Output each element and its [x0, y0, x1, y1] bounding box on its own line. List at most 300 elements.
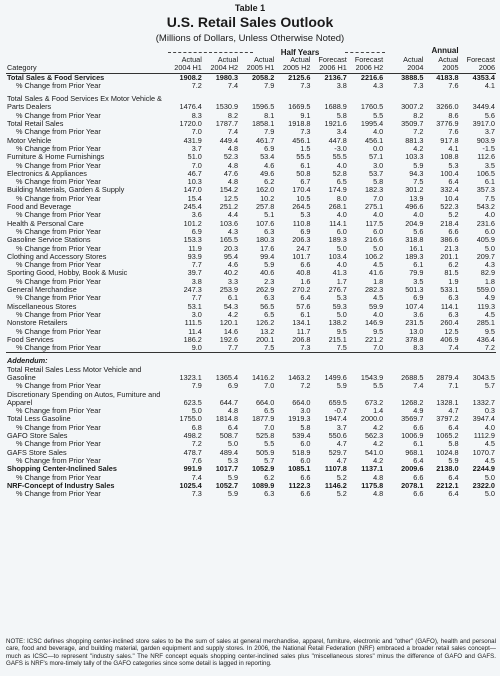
cell-value: 5.9 [336, 381, 347, 391]
cell-value: 6.1 [484, 177, 495, 187]
row-label: % Change from Prior Year [16, 326, 101, 336]
cell-value: 93.9 [187, 251, 202, 261]
cell-value: 7.5 [484, 193, 495, 203]
cell-value: 3449.4 [472, 102, 495, 112]
cell-value: 1688.9 [324, 102, 347, 112]
cell-value: 6.0 [300, 455, 311, 465]
col-header-status: Actual [403, 55, 424, 64]
cell-value: 6.7 [300, 177, 311, 187]
cell-value: 7.4 [413, 381, 424, 391]
cell-value: 206.8 [292, 334, 311, 344]
cell-value: 2125.6 [288, 72, 311, 82]
cell-value: 4.7 [336, 439, 347, 449]
cell-value: 154.2 [219, 185, 239, 195]
cell-value: 6.5 [264, 406, 275, 416]
cell-value: 6.6 [300, 260, 311, 270]
cell-value: 6.9 [227, 381, 239, 391]
cell-value: 3.7 [336, 422, 347, 432]
cell-value: 4.8 [227, 406, 239, 416]
cell-value: 209.7 [476, 251, 495, 261]
cell-value: 4.0 [373, 210, 384, 220]
cell-value: 3007.2 [401, 102, 424, 112]
cell-value: 1814.8 [215, 414, 239, 424]
row-label: Clothing and Accessory Stores [7, 251, 107, 261]
row-label: Electronics & Appliances [7, 168, 87, 178]
cell-value: 378.8 [405, 334, 424, 344]
cell-value: 1017.7 [215, 464, 239, 474]
cell-value: 6.4 [227, 422, 239, 432]
cell-value: 3.6 [191, 210, 202, 220]
cell-value: 101.2 [183, 218, 202, 228]
cell-value: 47.6 [223, 168, 239, 178]
cell-value: 5.5 [264, 439, 275, 449]
table-number: Table 1 [234, 3, 266, 13]
cell-value: 5.8 [300, 422, 311, 432]
cell-value: 82.9 [480, 268, 495, 278]
cell-value: 7.9 [191, 381, 202, 391]
cell-value: 6.3 [264, 293, 275, 303]
cell-value: 6.2 [264, 472, 275, 482]
cell-value: 5.9 [448, 455, 459, 465]
cell-value: 1908.2 [179, 72, 202, 82]
cell-value: 4.2 [227, 309, 239, 319]
col-header-status: Forecast [466, 55, 495, 64]
cell-value: 4.8 [373, 472, 384, 482]
cell-value: 106.2 [364, 251, 384, 261]
row-label: % Change from Prior Year [16, 210, 101, 220]
cell-value: 5.8 [448, 439, 459, 449]
cell-value: 525.8 [256, 431, 275, 441]
cell-value: 6.9 [264, 143, 275, 153]
cell-value: 7.3 [413, 80, 424, 90]
row-label: % Change from Prior Year [16, 343, 101, 353]
cell-value: 51.0 [187, 152, 202, 162]
cell-value: 134.1 [292, 318, 311, 328]
cell-value: 659.5 [328, 397, 347, 407]
row-label: Total Retail Sales Less Motor Vehicle and Gasoline [7, 364, 142, 382]
cell-value: 6.1 [300, 309, 311, 319]
cell-value: 103.6 [219, 218, 239, 228]
cell-value: 5.1 [264, 210, 275, 220]
cell-value: 301.2 [405, 185, 424, 195]
cell-value: 147.0 [183, 185, 202, 195]
row-label: % Change from Prior Year [16, 472, 101, 482]
cell-value: 623.5 [183, 397, 202, 407]
cell-value: 2.3 [264, 276, 275, 286]
cell-value: 5.2 [336, 472, 347, 482]
cell-value: 189.3 [328, 235, 347, 245]
cell-value: 6.1 [300, 160, 311, 170]
page-subtitle: (Millions of Dollars, Unless Otherwise Noted) [155, 33, 345, 44]
cell-value: 6.9 [191, 226, 202, 236]
row-label: % Change from Prior Year [16, 406, 101, 416]
cell-value: 6.0 [373, 226, 384, 236]
cell-value: 4.0 [373, 127, 384, 137]
cell-value: 3.0 [191, 309, 202, 319]
cell-value: 3797.2 [436, 414, 459, 424]
row-label: % Change from Prior Year [16, 260, 101, 270]
cell-value: 4.2 [373, 455, 384, 465]
cell-value: 318.8 [405, 235, 424, 245]
row-label: Total Less Gasoline [7, 414, 71, 424]
pct-change-row [6, 82, 496, 90]
addendum-title: Addendum: [6, 353, 496, 366]
row-label: Gasoline Service Stations [7, 235, 91, 245]
cell-value: 268.1 [328, 202, 347, 212]
row-label: % Change from Prior Year [16, 293, 101, 303]
half-years-rule-left [168, 52, 253, 53]
cell-value: 8.2 [227, 110, 239, 120]
row-label: Food Services [7, 334, 54, 344]
cell-value: 1052.7 [215, 480, 239, 490]
cell-value: 9.0 [191, 343, 202, 353]
cell-value: 101.7 [292, 251, 311, 261]
cell-value: 1720.0 [179, 119, 202, 129]
row-label: Building Materials, Garden & Supply [7, 185, 125, 195]
cell-value: 1070.7 [472, 447, 495, 457]
cell-value: 282.3 [364, 285, 384, 295]
cell-value: 7.4 [448, 343, 459, 353]
cell-value: 2138.0 [436, 464, 459, 474]
col-header-period: 2006 [460, 64, 496, 73]
cell-value: 15.4 [187, 193, 202, 203]
cell-value: 221.2 [364, 334, 384, 344]
cell-value: 8.3 [413, 343, 424, 353]
row-label: Shopping Center-Inclined Sales [7, 464, 117, 474]
table-row [6, 95, 496, 112]
cell-value: 489.4 [219, 447, 239, 457]
cell-value: 13.0 [409, 326, 424, 336]
cell-value: 120.1 [219, 318, 239, 328]
cell-value: 1980.3 [215, 72, 239, 82]
cell-value: 1877.9 [251, 414, 275, 424]
half-years-group-label: Half Years [280, 48, 320, 57]
cell-value: 4.1 [484, 80, 495, 90]
row-label: % Change from Prior Year [16, 422, 101, 432]
cell-value: 1112.9 [473, 431, 495, 441]
cell-value: 10.2 [260, 193, 275, 203]
cell-value: 1268.2 [401, 397, 424, 407]
cell-value: 1025.4 [179, 480, 202, 490]
cell-value: 3.8 [191, 276, 202, 286]
cell-value: 7.4 [227, 127, 239, 137]
cell-value: 3509.7 [401, 119, 424, 129]
row-label: % Change from Prior Year [16, 143, 101, 153]
cell-value: 4.0 [413, 210, 424, 220]
cell-value: 5.5 [373, 381, 384, 391]
cell-value: 10.5 [296, 193, 311, 203]
cell-value: 456.1 [292, 135, 311, 145]
cell-value: 436.4 [476, 334, 495, 344]
cell-value: 529.7 [328, 447, 347, 457]
cell-value: 7.6 [448, 127, 459, 137]
cell-value: 4.0 [336, 210, 347, 220]
page-title: U.S. Retail Sales Outlook [166, 14, 334, 30]
cell-value: 7.2 [413, 127, 424, 137]
cell-value: 95.4 [223, 251, 239, 261]
cell-value: 1760.5 [360, 102, 384, 112]
cell-value: 562.3 [364, 431, 384, 441]
cell-value: 8.0 [336, 193, 347, 203]
row-label: % Change from Prior Year [16, 439, 101, 449]
cell-value: 81.5 [444, 268, 459, 278]
cell-value: 21.3 [444, 243, 459, 253]
cell-value: 456.1 [364, 135, 384, 145]
cell-value: 541.0 [364, 447, 384, 457]
cell-value: 4.5 [373, 260, 384, 270]
cell-value: 2009.6 [401, 464, 424, 474]
cell-value: 9.1 [300, 110, 311, 120]
cell-value: 52.3 [223, 152, 239, 162]
cell-value: 4.5 [484, 309, 495, 319]
cell-value: 5.5 [373, 110, 384, 120]
cell-value: 7.7 [227, 343, 239, 353]
cell-value: 231.6 [476, 218, 495, 228]
cell-value: 5.3 [448, 160, 459, 170]
row-label: NRF-Concept of Industry Sales [7, 480, 115, 490]
cell-value: 4.1 [448, 143, 459, 153]
cell-value: 53.7 [369, 168, 384, 178]
cell-value: 4.0 [336, 160, 347, 170]
row-label: Total Sales & Food Services Ex Motor Vehicle & Parts Dealers [7, 94, 162, 112]
cell-value: 1416.2 [251, 372, 275, 382]
cell-value: 5.0 [484, 472, 495, 482]
cell-value: 4.3 [227, 226, 239, 236]
cell-value: 4.7 [448, 406, 459, 416]
cell-value: 1463.2 [288, 372, 311, 382]
cell-value: 644.7 [219, 397, 239, 407]
cell-value: 4.3 [484, 260, 495, 270]
row-label: Miscellaneous Stores [7, 301, 77, 311]
row-label: % Change from Prior Year [16, 177, 101, 187]
cell-value: 7.7 [191, 260, 202, 270]
cell-value: 126.2 [256, 318, 275, 328]
col-header-period: 2004 H1 [167, 64, 203, 73]
cell-value: 7.0 [191, 127, 202, 137]
cell-value: 55.5 [332, 152, 347, 162]
cell-value: 1499.6 [324, 372, 347, 382]
col-header-status: Forecast [318, 55, 347, 64]
cell-value: 1137.1 [361, 464, 384, 474]
cell-value: 505.9 [256, 447, 275, 457]
col-header-status: Actual [217, 55, 239, 64]
cell-value: 6.1 [413, 439, 424, 449]
cell-value: 4.5 [484, 439, 495, 449]
cell-value: 386.6 [440, 235, 459, 245]
cell-value: 7.3 [191, 489, 202, 499]
row-label: % Change from Prior Year [16, 489, 101, 499]
cell-value: 1365.4 [215, 372, 239, 382]
cell-value: 431.9 [183, 135, 202, 145]
row-label: % Change from Prior Year [16, 309, 101, 319]
cell-value: 1328.1 [436, 397, 459, 407]
cell-value: 16.1 [409, 243, 424, 253]
cell-value: 3043.5 [472, 372, 495, 382]
cell-value: 201.1 [440, 251, 459, 261]
cell-value: 56.5 [260, 301, 275, 311]
cell-value: 543.2 [476, 202, 495, 212]
cell-value: 4.2 [413, 143, 424, 153]
col-header-period: 2005 H2 [275, 64, 311, 73]
cell-value: 2879.4 [436, 372, 459, 382]
column-header-row-2 [6, 64, 496, 73]
cell-value: -3.0 [334, 143, 347, 153]
cell-value: 4183.8 [436, 72, 459, 82]
cell-value: 881.3 [405, 135, 424, 145]
cell-value: 7.4 [227, 80, 239, 90]
cell-value: 4.0 [336, 260, 347, 270]
cell-value: 182.3 [364, 185, 384, 195]
cell-value: 108.8 [440, 152, 459, 162]
cell-value: 6.2 [264, 177, 275, 187]
cell-value: 968.1 [405, 447, 424, 457]
cell-value: 9.5 [336, 326, 347, 336]
cell-value: 6.2 [448, 260, 459, 270]
cell-value: 518.9 [292, 447, 311, 457]
cell-value: 3.5 [413, 276, 424, 286]
cell-value: 5.6 [484, 110, 495, 120]
cell-value: 6.8 [191, 422, 202, 432]
cell-value: 7.5 [336, 343, 347, 353]
cell-value: 2136.7 [324, 72, 347, 82]
cell-value: 1858.1 [251, 119, 275, 129]
cell-value: 6.3 [448, 309, 459, 319]
cell-value: 1024.8 [436, 447, 459, 457]
cell-value: 218.4 [440, 218, 459, 228]
cell-value: 449.4 [219, 135, 239, 145]
row-label: Health & Personal Care [7, 218, 84, 228]
row-label: % Change from Prior Year [16, 455, 101, 465]
cell-value: 189.3 [405, 251, 424, 261]
row-label: % Change from Prior Year [16, 127, 101, 137]
cell-value: 100.4 [440, 168, 459, 178]
row-label: Sporting Good, Hobby, Book & Music [7, 268, 128, 278]
cell-value: 2322.0 [472, 480, 495, 490]
row-label: GAFS Store Sales [7, 447, 67, 457]
cell-value: 550.6 [328, 431, 347, 441]
cell-value: 12.5 [223, 193, 239, 203]
col-header-period: 2004 [389, 64, 424, 73]
cell-value: 10.4 [444, 193, 459, 203]
cell-value: 4.6 [264, 160, 275, 170]
cell-value: 20.3 [223, 243, 239, 253]
cell-value: 498.2 [183, 431, 202, 441]
cell-value: 7.0 [373, 343, 384, 353]
cell-value: 186.2 [183, 334, 202, 344]
cell-value: 138.2 [328, 318, 347, 328]
cell-value: 1085.1 [288, 464, 311, 474]
cell-value: 6.6 [300, 489, 311, 499]
cell-value: 12.5 [444, 326, 459, 336]
col-header-period: 2006 H1 [311, 64, 347, 73]
cell-value: 5.3 [227, 455, 239, 465]
cell-value: 1.6 [300, 276, 311, 286]
cell-value: 478.7 [183, 447, 202, 457]
cell-value: 3.0 [300, 406, 311, 416]
cell-value: 111.5 [184, 318, 202, 328]
cell-value: 3.6 [413, 309, 424, 319]
row-label: % Change from Prior Year [16, 276, 101, 286]
cell-value: 262.9 [256, 285, 275, 295]
col-header-period: 2005 [424, 64, 459, 73]
col-header-period: 2004 H2 [203, 64, 239, 73]
cell-value: 11.7 [296, 326, 311, 336]
cell-value: 215.1 [328, 334, 347, 344]
row-label: GAFO Store Sales [7, 431, 68, 441]
cell-value: 6.6 [448, 226, 459, 236]
cell-value: 3.8 [336, 80, 347, 90]
cell-value: 4.8 [373, 489, 384, 499]
cell-value: 5.9 [264, 260, 275, 270]
cell-value: 3.7 [191, 143, 202, 153]
cell-value: 1476.4 [179, 102, 202, 112]
cell-value: 10.3 [187, 177, 202, 187]
cell-value: 41.3 [332, 268, 347, 278]
cell-value: 5.6 [413, 226, 424, 236]
cell-value: 6.4 [413, 455, 424, 465]
row-label: % Change from Prior Year [16, 226, 101, 236]
cell-value: 3.3 [227, 276, 239, 286]
cell-value: 7.0 [373, 193, 384, 203]
cell-value: 7.7 [191, 293, 202, 303]
cell-value: 4.2 [373, 422, 384, 432]
cell-value: 7.6 [448, 80, 459, 90]
cell-value: 4.0 [484, 422, 495, 432]
cell-value: 53.4 [260, 152, 275, 162]
cell-value: 52.8 [332, 168, 347, 178]
cell-value: 3.4 [336, 127, 347, 137]
cell-value: 245.4 [183, 202, 202, 212]
cell-value: 1921.6 [324, 119, 347, 129]
cell-value: 162.0 [256, 185, 275, 195]
cell-value: 180.3 [256, 235, 275, 245]
row-label: % Change from Prior Year [16, 193, 101, 203]
cell-value: 7.9 [264, 127, 275, 137]
cell-value: 7.3 [300, 343, 311, 353]
cell-value: 3888.5 [401, 72, 424, 82]
cell-value: 4353.4 [472, 72, 495, 82]
cell-value: 0.0 [373, 143, 384, 153]
cell-value: 6.3 [448, 293, 459, 303]
cell-value: 107.4 [405, 301, 424, 311]
cell-value: 1.7 [336, 276, 347, 286]
cell-value: 46.7 [187, 168, 202, 178]
cell-value: 17.6 [260, 243, 275, 253]
cell-value: 200.1 [256, 334, 275, 344]
cell-value: 5.7 [484, 381, 495, 391]
cell-value: 5.0 [191, 406, 202, 416]
col-header-status: Actual [253, 55, 275, 64]
col-header-category: Category [6, 64, 167, 73]
cell-value: 522.3 [440, 202, 459, 212]
row-label: Discretionary Spending on Autos, Furniture and Apparel [7, 389, 161, 407]
cell-value: 903.9 [476, 135, 495, 145]
cell-value: 8.6 [448, 110, 459, 120]
cell-value: 107.6 [256, 218, 275, 228]
cell-value: 106.5 [476, 168, 495, 178]
cell-value: 1107.8 [324, 464, 347, 474]
cell-value: 1596.5 [251, 102, 275, 112]
cell-value: -1.5 [482, 143, 495, 153]
cell-value: 7.3 [300, 127, 311, 137]
table-row [6, 366, 496, 383]
cell-value: 153.3 [183, 235, 202, 245]
cell-value: 41.6 [369, 268, 384, 278]
cell-value: 4.6 [227, 260, 239, 270]
cell-value: 5.9 [227, 489, 239, 499]
cell-value: 11.9 [188, 243, 202, 253]
cell-value: 3917.0 [472, 119, 495, 129]
